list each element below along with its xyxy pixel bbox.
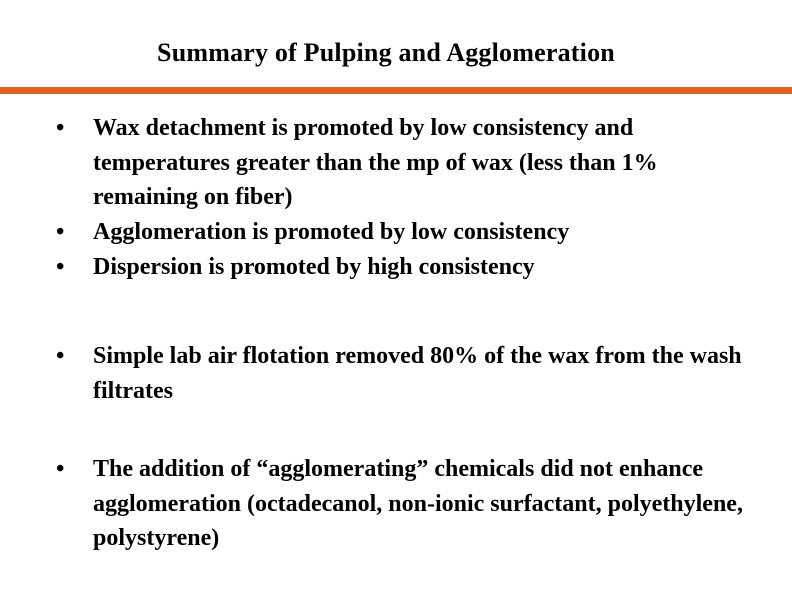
bullet-item-air-flotation	[56, 339, 756, 408]
bullet-item-dispersion	[56, 250, 756, 285]
bullet-list-2	[56, 339, 756, 408]
bullet-item-wax-detachment	[56, 111, 756, 215]
bullet-icon: •	[56, 343, 65, 369]
bullet-icon: •	[56, 115, 65, 141]
bullet-list-1	[56, 111, 756, 285]
title-underline-rule	[0, 87, 792, 94]
bullet-item-agglomerating-chemicals	[56, 452, 756, 556]
bullet-list-3	[56, 452, 756, 556]
bullet-item-agglomeration	[56, 215, 756, 250]
bullet-icon: •	[56, 219, 65, 246]
bullet-icon: •	[56, 456, 65, 482]
bullet-text: Dispersion is promoted by high consistency	[93, 253, 535, 280]
bullet-text: Agglomeration is promoted by low consistency	[93, 219, 570, 246]
bullet-icon: •	[56, 253, 65, 280]
bullet-text: The addition of “agglomerating” chemicals did not enhance agglomeration (octadecanol, non-ionic surfactant, polyethylene, polystyrene)	[93, 456, 743, 552]
slide-title: Summary of Pulping and Agglomeration	[157, 38, 615, 67]
bullet-text: Simple lab air flotation removed 80% of the wax from the wash filtrates	[93, 343, 742, 404]
bullet-text: Wax detachment is promoted by low consistency and temperatures greater than the mp of wax (less than 1% remaining on fiber)	[93, 115, 658, 211]
